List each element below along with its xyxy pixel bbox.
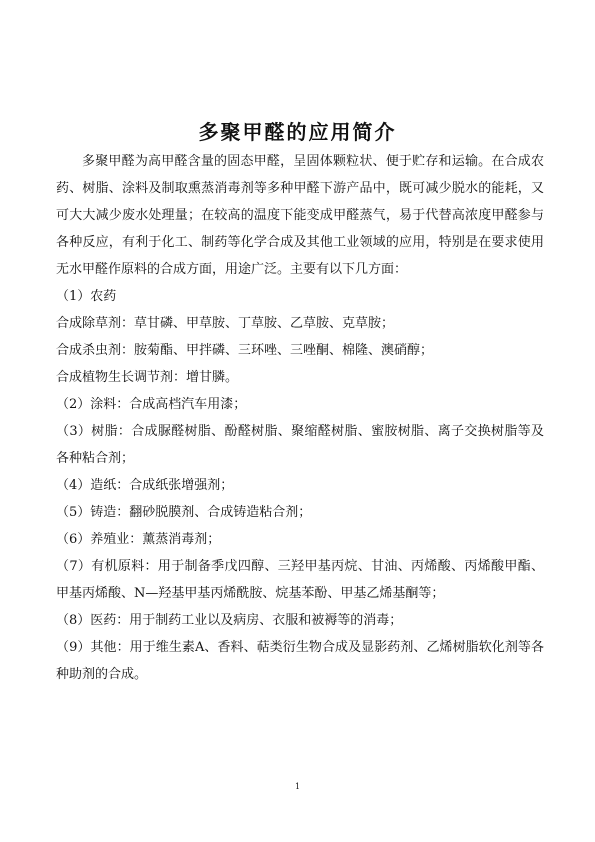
- resins-item: （3）树脂：合成脲醛树脂、酚醛树脂、聚缩醛树脂、蜜胺树脂、离子交换树脂等及各种粘合剂；: [56, 424, 544, 466]
- herbicide-line: 合成除草剂：草甘磷、甲草胺、丁草胺、乙草胺、克草胺；: [56, 316, 395, 331]
- medicine-item: （8）医药：用于制药工业以及病房、衣服和被褥等的消毒；: [56, 613, 403, 628]
- casting-item: （5）铸造：翻砂脱膜剂、合成铸造粘合剂；: [56, 505, 312, 520]
- intro-paragraph: 多聚甲醛为高甲醛含量的固态甲醛，呈固体颗粒状、便于贮存和运输。在合成农药、树脂、涂料及制取熏蒸消毒剂等多种甲醛下游产品中，既可减少脱水的能耗，又可大大减少废水处理量；在较高的温度下能变成甲醛蒸气，易于代替高浓度甲醛参与各种反应，有利于化工、制药等化学合成及其他工业领域的应用，特别是在要求使用无水甲醛作原料的合成方面，用途广泛。主要有以下几方面：: [56, 154, 544, 277]
- papermaking-item: （4）造纸：合成纸张增强剂；: [56, 478, 234, 493]
- coatings-item: （2）涂料：合成高档汽车用漆；: [56, 397, 247, 412]
- page-number: 1: [294, 782, 301, 791]
- document-title: 多聚甲醛的应用简介: [198, 120, 397, 144]
- insecticide-line: 合成杀虫剂：胺菊酯、甲拌磷、三环唑、三唑酮、棉隆、澳硝醇；: [56, 343, 434, 358]
- plant-growth-regulator-line: 合成植物生长调节剂：增甘膦。: [56, 370, 239, 385]
- document-body: [56, 148, 544, 688]
- pesticide-heading: （1）农药: [56, 289, 117, 304]
- organic-raw-materials-item: （7）有机原料：用于制备季戊四醇、三羟甲基丙烷、甘油、丙烯酸、丙烯酸甲酯、甲基丙烯酸、N—羟基甲基丙烯酰胺、烷基苯酚、甲基乙烯基酮等；: [56, 559, 544, 601]
- breeding-item: （6）养殖业：薰蒸消毒剂；: [56, 532, 221, 547]
- other-uses-item: （9）其他：用于维生素A、香料、萜类衍生物合成及显影药剂、乙烯树脂软化剂等各种助剂的合成。: [56, 640, 544, 682]
